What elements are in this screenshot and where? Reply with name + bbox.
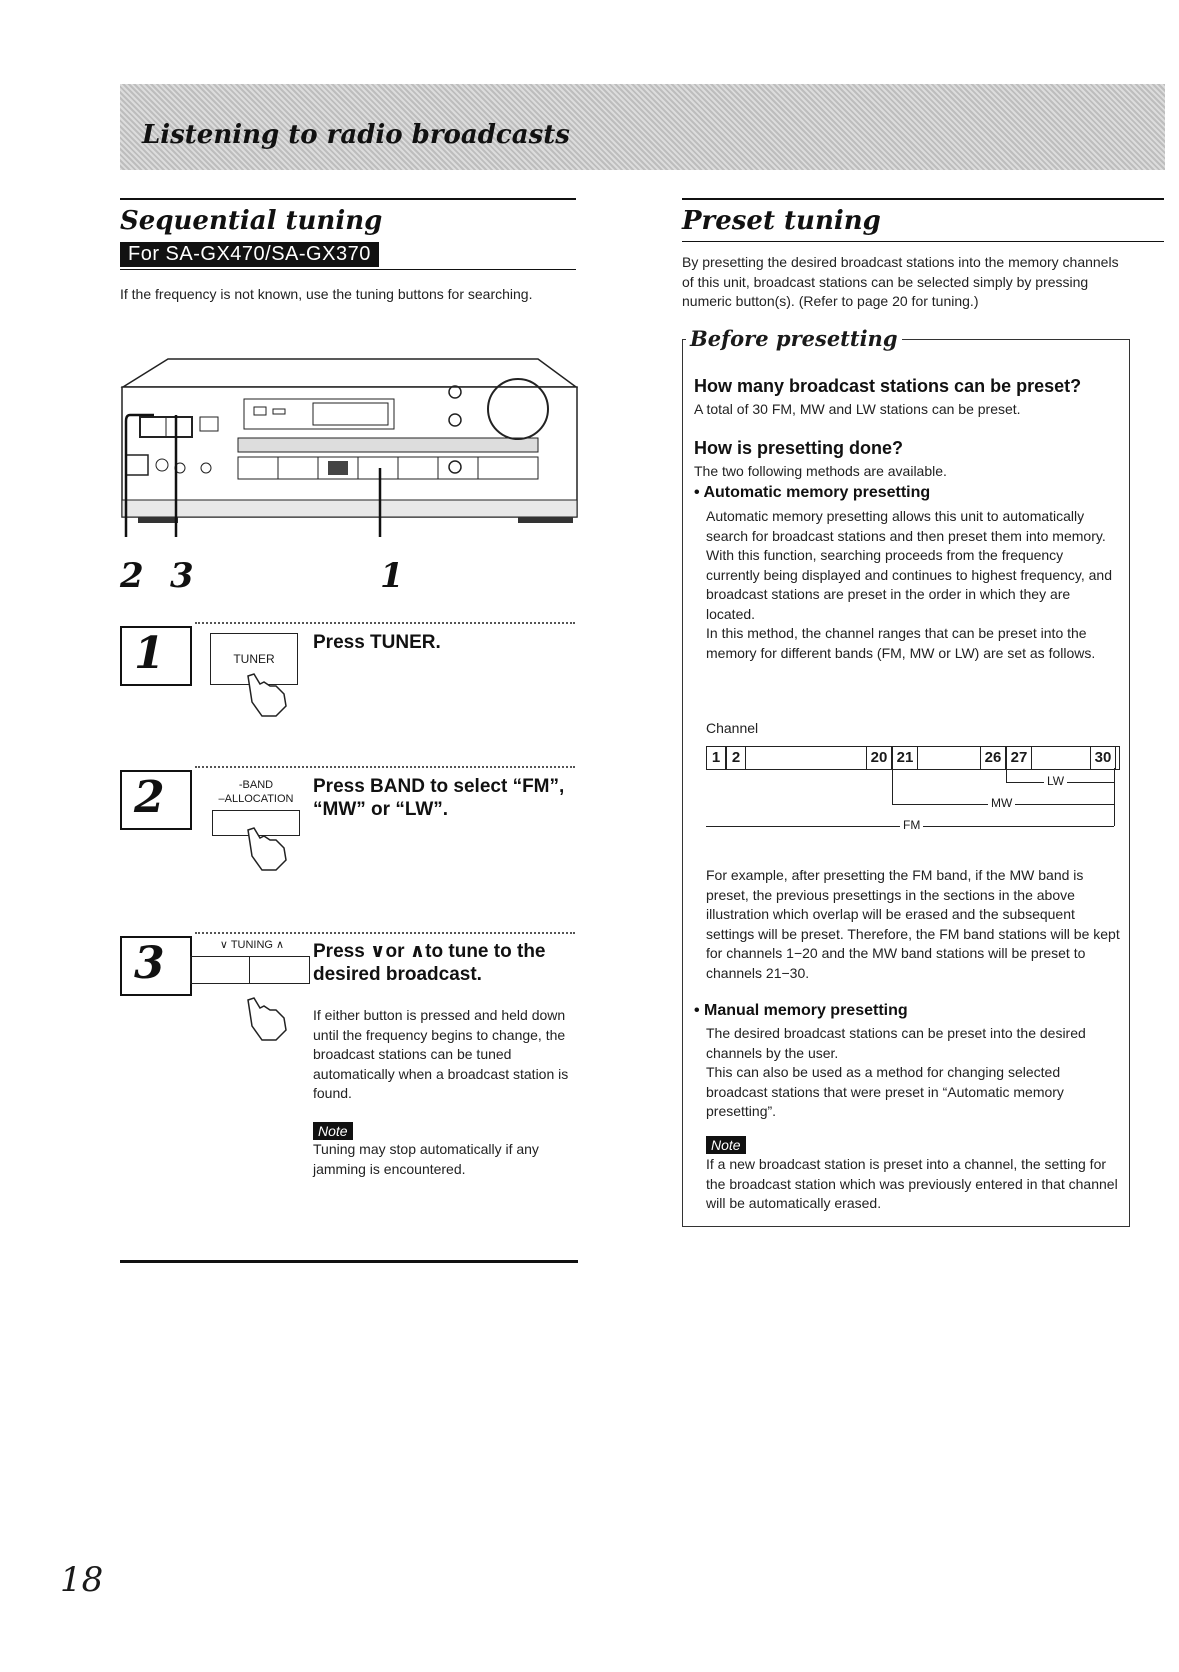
step2-title: Press BAND to select “FM”, “MW” or “LW”. [313,776,565,820]
channel-cell-2: 2 [726,746,746,770]
auto-preset-p1: Automatic memory presetting allows this unit to automatically search for broadcast stations and then preset them into memory. [706,508,1106,544]
hand-pointer-icon [240,826,300,876]
left-sub-rule [120,269,576,270]
auto-preset-p2: With this function, searching proceeds from the frequency currently being displayed and continues to highest frequency, and broadcast stations are preset in the order in which they are located. [706,547,1113,622]
diagram-label-3: 3 [170,556,194,596]
model-tag: For SA-GX470/SA-GX370 [120,242,379,267]
auto-preset-heading [694,484,1124,502]
page-number: 18 [60,1560,104,1600]
sequential-intro: If the frequency is not known, use the tuning buttons for searching. [120,286,533,302]
channel-cell-27: 27 [1006,746,1032,770]
band-label-line2: –ALLOCATION [218,793,294,805]
mw-label: MW [988,796,1015,810]
diagram-label-2: 2 [120,556,144,596]
left-top-rule [120,198,576,200]
right-sub-rule [682,241,1164,242]
mw-start-tick [892,768,893,804]
example-text: For example, after presetting the FM band, if the MW band is preset, the previous presettings in the sections in the above illustration which overlap will be erased and the subsequent settings will be preset. Therefore, the FM band stations will be kept for channels 1−20 and the MW band stations will be preset to channels 21−30. [706,867,1120,981]
fm-label: FM [900,818,923,832]
tuning-up-button[interactable] [251,957,309,983]
how-many-answer: A total of 30 FM, MW and LW stations can be preset. [694,401,1021,417]
left-note-tag: Note [313,1122,353,1140]
auto-preset-title: Automatic memory presetting [703,484,931,501]
banner-title: Listening to radio broadcasts [142,120,570,150]
how-many-heading: How many broadcast stations can be preset? [694,376,1082,396]
tuning-label [196,938,308,951]
tuning-down-icon: ∨ [219,939,231,951]
manual-preset-body [706,1024,1120,1122]
tuner-button[interactable]: TUNER [210,633,298,685]
step1-divider [195,622,575,624]
hand-pointer-icon [240,672,300,722]
step3-title: Press ∨or ∧to tune to the desired broadcast. [313,941,546,985]
tuning-buttons [190,956,310,984]
manual-preset-heading [694,1002,1124,1020]
band-label-line1: -BAND [238,779,274,791]
hand-pointer-icon [240,996,300,1046]
how-done-answer: The two following methods are available. [694,463,947,479]
lw-start-tick [1006,768,1007,782]
left-note-text: Tuning may stop automatically if any jamming is encountered. [313,1141,539,1177]
channel-cell-1: 1 [706,746,726,770]
before-presetting-heading: Before presetting [686,326,902,351]
preset-intro: By presetting the desired broadcast stations into the memory channels of this unit, broadcast stations can be selected simply by pressing numeric button(s). (Refer to page 20 for tuning.) [682,254,1119,309]
step1-number: 1 [134,628,165,679]
step3-divider [195,932,575,934]
channel-cell-20: 20 [866,746,892,770]
diagram-label-1: 1 [380,556,404,596]
step3-number: 3 [134,938,165,989]
left-bottom-rule [120,1260,578,1263]
channel-cell-26: 26 [980,746,1006,770]
channel-diagram [706,746,1118,838]
step2-number-box [120,770,192,830]
step3-description: If either button is pressed and held down until the frequency begins to change, the broadcast stations can be tuned automatically when a broadcast station is found. [313,1007,569,1101]
section-banner [120,84,1165,170]
channel-label: Channel [706,720,759,736]
right-note-tag: Note [706,1136,746,1154]
bullet-icon: • [694,484,704,501]
preset-tuning-title: Preset tuning [682,206,881,236]
tuning-down-button[interactable] [191,957,250,983]
step2-divider [195,766,575,768]
band-allocation-label [212,778,300,806]
tuning-up-icon: ∧ [272,939,285,951]
step2-number: 2 [134,772,165,823]
step3-number-box [120,936,192,996]
range-end-tick [1114,768,1115,826]
lw-label: LW [1044,774,1067,788]
auto-preset-body [706,507,1120,663]
tuning-label-text: TUNING [230,939,273,951]
right-top-rule [682,198,1164,200]
auto-preset-p3: In this method, the channel ranges that can be preset into the memory for different bands (FM, MW or LW) are set as follows. [706,625,1096,661]
step1-number-box [120,626,192,686]
channel-cell-21: 21 [892,746,918,770]
bullet-icon: • [694,1002,705,1019]
step1-title: Press TUNER. [313,632,441,653]
manual-preset-title: Manual memory presetting [704,1002,908,1019]
manual-preset-p2: This can also be used as a method for changing selected broadcast stations that were preset in “Automatic memory presetting”. [706,1064,1064,1119]
channel-cell-30: 30 [1090,746,1116,770]
manual-preset-p1: The desired broadcast stations can be preset into the desired channels by the user. [706,1025,1086,1061]
right-note-text: If a new broadcast station is preset into a channel, the setting for the broadcast station which was previously entered in that channel will be automatically erased. [706,1156,1118,1211]
sequential-tuning-title: Sequential tuning [120,206,383,236]
how-done-heading: How is presetting done? [694,438,904,458]
